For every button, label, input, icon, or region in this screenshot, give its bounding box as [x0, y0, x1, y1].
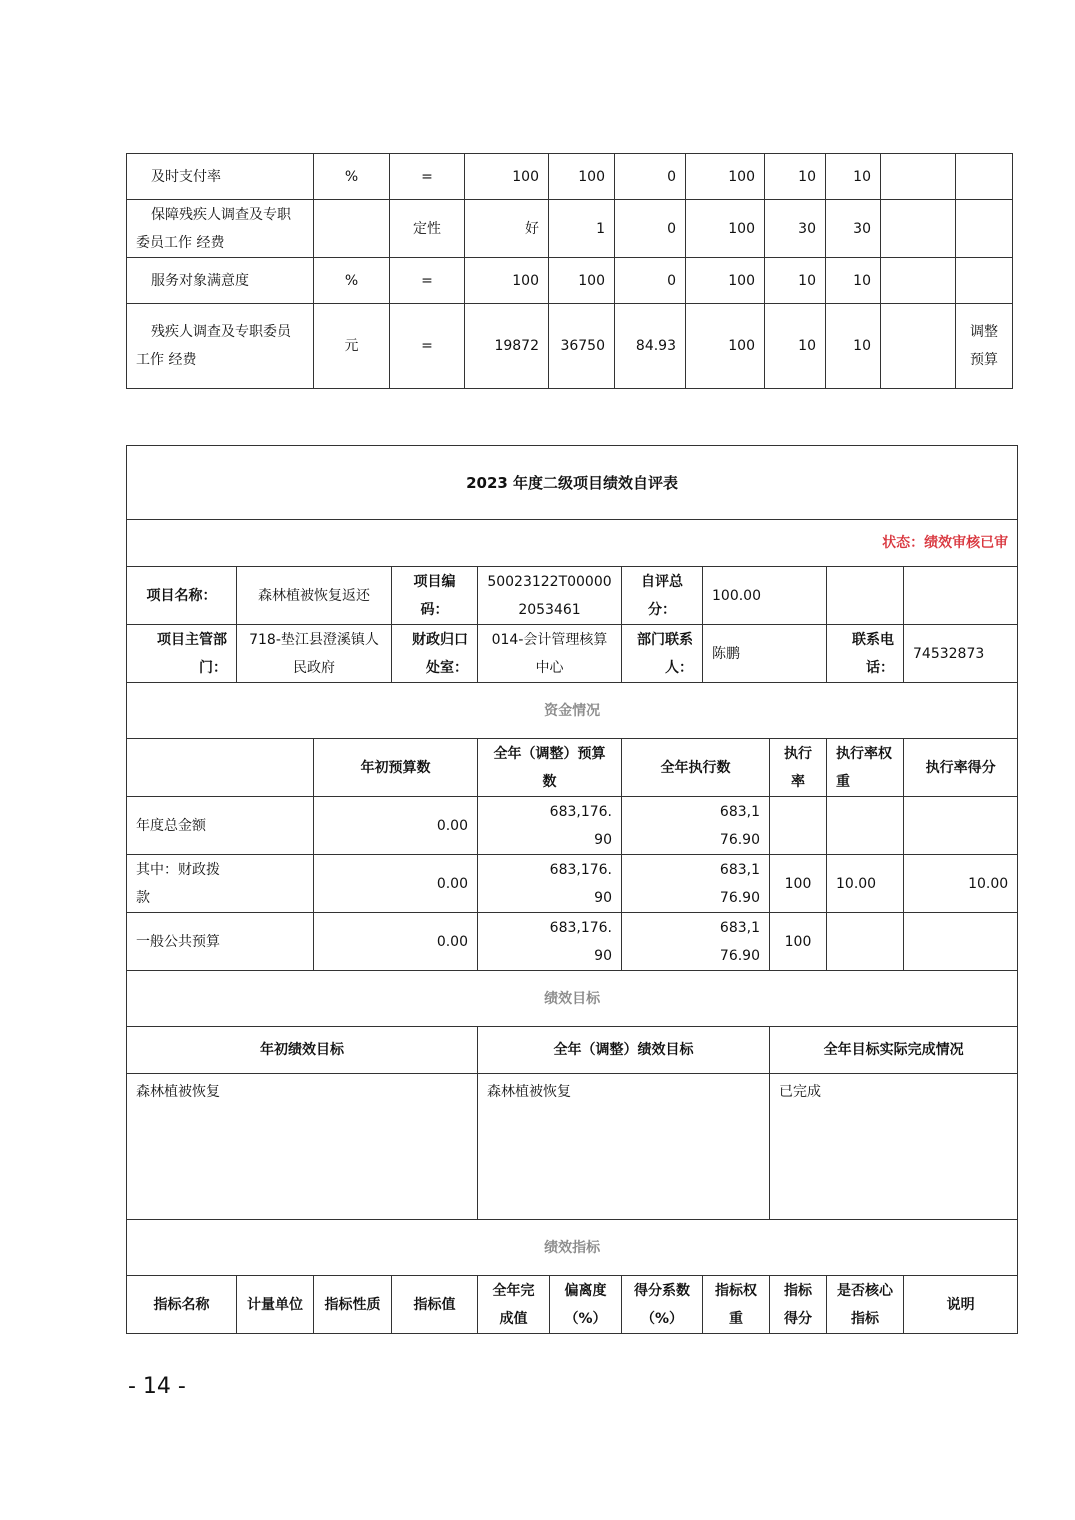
indicator-value: 好: [465, 200, 549, 258]
indicator-header-cell: 是否核心指标: [827, 1276, 904, 1334]
fund-row-label: 年度总金额: [127, 797, 314, 855]
indicator-name: 及时支付率: [127, 154, 314, 200]
dept-value: 718-垫江县澄溪镇人民政府: [237, 625, 392, 683]
indicator-header-cell: 说明: [904, 1276, 1018, 1334]
funds-header: 全年执行数: [622, 739, 770, 797]
indicator-deviation: 0: [615, 200, 686, 258]
self-score-value: 100.00: [703, 567, 827, 625]
indicator-nature: 定性: [390, 200, 465, 258]
indicator-actual: 100: [549, 154, 615, 200]
indicator-score: 10: [826, 304, 881, 389]
indicator-name: 残疾人调查及专职委员工作 经费: [127, 304, 314, 389]
fund-rate: 100: [770, 855, 827, 913]
indicator-nature: =: [390, 154, 465, 200]
performance-self-evaluation-table: [126, 445, 1018, 1334]
table-row: [127, 797, 1018, 855]
table-title: 2023 年度二级项目绩效自评表: [127, 446, 1018, 520]
indicator-core: [881, 304, 956, 389]
goals-header: 年初绩效目标: [127, 1027, 478, 1074]
indicator-coefficient: 100: [686, 200, 765, 258]
fund-executed: 683,176.90: [622, 855, 770, 913]
indicator-nature: =: [390, 304, 465, 389]
indicator-score: 10: [826, 154, 881, 200]
fund-rate: [770, 797, 827, 855]
table-row: [127, 913, 1018, 971]
goals-header: 全年目标实际完成情况: [770, 1027, 1018, 1074]
indicator-unit: %: [314, 154, 390, 200]
fund-score: [904, 913, 1018, 971]
indicator-header-cell: 偏离度（%）: [550, 1276, 622, 1334]
project-name-label: 项目名称：: [127, 567, 237, 625]
indicator-actual: 1: [549, 200, 615, 258]
phone-label: 联系电话：: [827, 625, 904, 683]
fund-adjusted: 683,176.90: [478, 855, 622, 913]
table-row: [127, 200, 1013, 258]
funds-header: 执行率: [770, 739, 827, 797]
indicator-header-cell: 指标名称: [127, 1276, 237, 1334]
indicator-note: [956, 154, 1013, 200]
indicators-section-heading: 绩效指标: [127, 1220, 1018, 1276]
indicator-unit: %: [314, 258, 390, 304]
indicator-score: 10: [826, 258, 881, 304]
finance-label: 财政归口处室：: [392, 625, 478, 683]
self-score-label: 自评总分：: [622, 567, 703, 625]
indicator-score: 30: [826, 200, 881, 258]
indicator-nature: =: [390, 258, 465, 304]
indicator-weight: 30: [765, 200, 826, 258]
indicator-deviation: 0: [615, 154, 686, 200]
indicator-actual: 100: [549, 258, 615, 304]
indicator-value: 100: [465, 258, 549, 304]
contact-label: 部门联系人：: [622, 625, 703, 683]
indicator-name: 服务对象满意度: [127, 258, 314, 304]
indicator-actual: 36750: [549, 304, 615, 389]
table-row: [127, 304, 1013, 389]
status-badge: 状态：绩效审核已审: [127, 520, 1018, 567]
indicator-unit: 元: [314, 304, 390, 389]
contact-value: 陈鹏: [703, 625, 827, 683]
fund-rate: 100: [770, 913, 827, 971]
indicator-deviation: 0: [615, 258, 686, 304]
funds-header: 执行率权重: [827, 739, 904, 797]
fund-executed: 683,176.90: [622, 913, 770, 971]
fund-adjusted: 683,176.90: [478, 913, 622, 971]
indicator-note: 调整预算: [956, 304, 1013, 389]
empty-cell: [904, 567, 1018, 625]
indicator-deviation: 84.93: [615, 304, 686, 389]
fund-adjusted: 683,176.90: [478, 797, 622, 855]
indicator-core: [881, 200, 956, 258]
indicator-weight: 10: [765, 304, 826, 389]
goals-header: 全年（调整）绩效目标: [478, 1027, 770, 1074]
adjusted-goal-text: 森林植被恢复: [478, 1074, 770, 1220]
fund-row-label: 其中：财政拨款: [127, 855, 314, 913]
fund-initial: 0.00: [314, 913, 478, 971]
funds-header: 年初预算数: [314, 739, 478, 797]
indicator-note: [956, 200, 1013, 258]
table-row: [127, 154, 1013, 200]
indicator-header-cell: 计量单位: [237, 1276, 314, 1334]
fund-executed: 683,176.90: [622, 797, 770, 855]
indicator-coefficient: 100: [686, 304, 765, 389]
fund-row-label: 一般公共预算: [127, 913, 314, 971]
indicator-core: [881, 154, 956, 200]
goals-section-heading: 绩效目标: [127, 971, 1018, 1027]
funds-section-heading: 资金情况: [127, 683, 1018, 739]
empty-cell: [127, 739, 314, 797]
indicator-weight: 10: [765, 258, 826, 304]
fund-score: [904, 797, 1018, 855]
fund-initial: 0.00: [314, 797, 478, 855]
project-name-value: 森林植被恢复返还: [237, 567, 392, 625]
indicator-header-cell: 指标性质: [314, 1276, 392, 1334]
page-number: - 14 -: [128, 1374, 186, 1399]
indicator-coefficient: 100: [686, 258, 765, 304]
phone-value: 74532873: [904, 625, 1018, 683]
table-row: [127, 258, 1013, 304]
project-code-value: 50023122T000002053461: [478, 567, 622, 625]
fund-weight: [827, 913, 904, 971]
funds-header: 执行率得分: [904, 739, 1018, 797]
indicator-header-row: [127, 1276, 1018, 1334]
table-row: [127, 855, 1018, 913]
indicator-coefficient: 100: [686, 154, 765, 200]
fund-initial: 0.00: [314, 855, 478, 913]
fund-weight: [827, 797, 904, 855]
dept-label: 项目主管部门：: [127, 625, 237, 683]
indicator-continuation-table: [126, 153, 1013, 389]
indicator-value: 100: [465, 154, 549, 200]
funds-header: 全年（调整）预算数: [478, 739, 622, 797]
indicator-header-cell: 指标得分: [770, 1276, 827, 1334]
indicator-core: [881, 258, 956, 304]
fund-score: 10.00: [904, 855, 1018, 913]
indicator-note: [956, 258, 1013, 304]
initial-goal-text: 森林植被恢复: [127, 1074, 478, 1220]
project-code-label: 项目编码：: [392, 567, 478, 625]
finance-value: 014-会计管理核算中心: [478, 625, 622, 683]
indicator-value: 19872: [465, 304, 549, 389]
indicator-unit: [314, 200, 390, 258]
indicator-weight: 10: [765, 154, 826, 200]
indicator-header-cell: 得分系数（%）: [622, 1276, 703, 1334]
goal-completion-text: 已完成: [770, 1074, 1018, 1220]
indicator-header-cell: 全年完成值: [478, 1276, 550, 1334]
indicator-header-cell: 指标值: [392, 1276, 478, 1334]
indicator-name: 保障残疾人调查及专职委员工作 经费: [127, 200, 314, 258]
indicator-header-cell: 指标权重: [703, 1276, 770, 1334]
fund-weight: 10.00: [827, 855, 904, 913]
empty-cell: [827, 567, 904, 625]
